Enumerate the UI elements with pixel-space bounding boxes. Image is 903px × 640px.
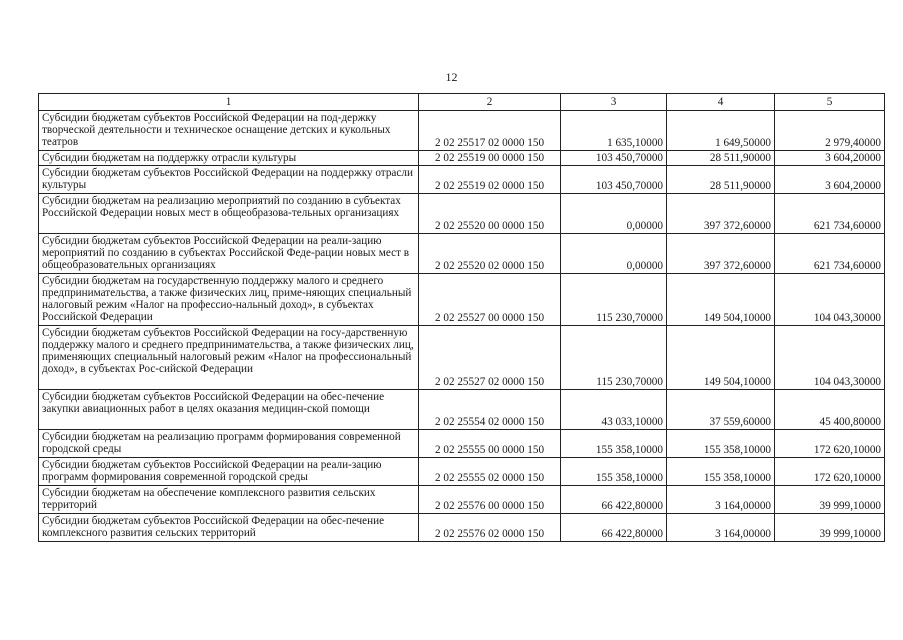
- row-value-3: 621 734,60000: [775, 234, 885, 274]
- row-value-3: 621 734,60000: [775, 194, 885, 234]
- row-value-2: 3 164,00000: [667, 514, 775, 542]
- row-value-2: 28 511,90000: [667, 151, 775, 166]
- row-description: Субсидии бюджетам субъектов Российской Федерации на реали-зацию мероприятий по созданию в субъектах Российской Феде-рации новых мест в общеобразовательных организациях: [39, 234, 419, 274]
- row-description: Субсидии бюджетам на обеспечение комплексного развития сельских территорий: [39, 486, 419, 514]
- row-description: Субсидии бюджетам субъектов Российской Федерации на поддержку отрасли культуры: [39, 166, 419, 194]
- table-row: [39, 390, 885, 430]
- table-row: [39, 194, 885, 234]
- row-code: 2 02 25527 02 0000 150: [419, 326, 561, 390]
- row-value-1: 0,00000: [561, 234, 667, 274]
- row-value-3: 2 979,40000: [775, 111, 885, 151]
- row-value-2: 149 504,10000: [667, 274, 775, 326]
- row-value-2: 397 372,60000: [667, 234, 775, 274]
- row-value-3: 172 620,10000: [775, 430, 885, 458]
- column-header-code: 2: [419, 94, 561, 111]
- row-code: 2 02 25576 00 0000 150: [419, 486, 561, 514]
- table-row: [39, 430, 885, 458]
- row-value-2: 155 358,10000: [667, 458, 775, 486]
- row-code: 2 02 25527 00 0000 150: [419, 274, 561, 326]
- table-row: [39, 151, 885, 166]
- row-value-3: 172 620,10000: [775, 458, 885, 486]
- column-header-year-3: 5: [775, 94, 885, 111]
- row-value-2: 3 164,00000: [667, 486, 775, 514]
- row-value-1: 155 358,10000: [561, 458, 667, 486]
- table-row: [39, 514, 885, 542]
- row-value-2: 1 649,50000: [667, 111, 775, 151]
- row-value-1: 0,00000: [561, 194, 667, 234]
- row-value-3: 39 999,10000: [775, 486, 885, 514]
- row-value-3: 3 604,20000: [775, 166, 885, 194]
- row-code: 2 02 25554 02 0000 150: [419, 390, 561, 430]
- table-row: [39, 111, 885, 151]
- table-row: [39, 234, 885, 274]
- page-number: 12: [445, 70, 458, 84]
- row-description: Субсидии бюджетам на реализацию мероприятий по созданию в субъектах Российской Федерации новых мест в общеобразова-тельных организациях: [39, 194, 419, 234]
- row-value-3: 45 400,80000: [775, 390, 885, 430]
- row-value-3: 3 604,20000: [775, 151, 885, 166]
- table-row: [39, 166, 885, 194]
- row-value-1: 66 422,80000: [561, 486, 667, 514]
- row-code: 2 02 25576 02 0000 150: [419, 514, 561, 542]
- row-description: Субсидии бюджетам субъектов Российской Федерации на госу-дарственную поддержку малого и среднего предпринимательства, а также физических лиц, применяющих специальный налоговый режим «Налог на профессиональный доход», в субъектах Рос-сийской Федерации: [39, 326, 419, 390]
- row-value-2: 28 511,90000: [667, 166, 775, 194]
- row-description: Субсидии бюджетам субъектов Российской Федерации на обес-печение комплексного развития сельских территорий: [39, 514, 419, 542]
- row-description: Субсидии бюджетам на реализацию программ формирования современной городской среды: [39, 430, 419, 458]
- table-row: [39, 326, 885, 390]
- row-value-1: 115 230,70000: [561, 274, 667, 326]
- row-code: 2 02 25517 02 0000 150: [419, 111, 561, 151]
- table-header-row: [39, 94, 885, 111]
- row-description: Субсидии бюджетам на государственную поддержку малого и среднего предпринимательства, а также физических лиц, приме-няющих специальный налоговый режим «Налог на профессио-нальный доход», в субъектах Российской Федерации: [39, 274, 419, 326]
- row-code: 2 02 25519 00 0000 150: [419, 151, 561, 166]
- column-header-description: 1: [39, 94, 419, 111]
- row-value-2: 397 372,60000: [667, 194, 775, 234]
- table-row: [39, 274, 885, 326]
- row-value-1: 1 635,10000: [561, 111, 667, 151]
- row-value-1: 43 033,10000: [561, 390, 667, 430]
- row-value-1: 155 358,10000: [561, 430, 667, 458]
- row-value-3: 104 043,30000: [775, 326, 885, 390]
- row-description: Субсидии бюджетам субъектов Российской Федерации на обес-печение закупки авиационных работ в целях оказания медицин-ской помощи: [39, 390, 419, 430]
- row-value-2: 149 504,10000: [667, 326, 775, 390]
- column-header-year-2: 4: [667, 94, 775, 111]
- row-code: 2 02 25520 02 0000 150: [419, 234, 561, 274]
- row-value-1: 115 230,70000: [561, 326, 667, 390]
- row-description: Субсидии бюджетам субъектов Российской Федерации на под-держку творческой деятельности и техническое оснащение детских и кукольных театров: [39, 111, 419, 151]
- row-value-1: 66 422,80000: [561, 514, 667, 542]
- row-code: 2 02 25555 00 0000 150: [419, 430, 561, 458]
- row-value-1: 103 450,70000: [561, 151, 667, 166]
- row-value-3: 104 043,30000: [775, 274, 885, 326]
- row-code: 2 02 25520 00 0000 150: [419, 194, 561, 234]
- row-value-2: 155 358,10000: [667, 430, 775, 458]
- row-value-3: 39 999,10000: [775, 514, 885, 542]
- row-description: Субсидии бюджетам на поддержку отрасли культуры: [39, 151, 419, 166]
- column-header-year-1: 3: [561, 94, 667, 111]
- row-value-2: 37 559,60000: [667, 390, 775, 430]
- budget-revenue-table: [38, 93, 885, 542]
- row-value-1: 103 450,70000: [561, 166, 667, 194]
- row-code: 2 02 25555 02 0000 150: [419, 458, 561, 486]
- row-code: 2 02 25519 02 0000 150: [419, 166, 561, 194]
- table-row: [39, 458, 885, 486]
- table-row: [39, 486, 885, 514]
- row-description: Субсидии бюджетам субъектов Российской Федерации на реали-зацию программ формирования современной городской среды: [39, 458, 419, 486]
